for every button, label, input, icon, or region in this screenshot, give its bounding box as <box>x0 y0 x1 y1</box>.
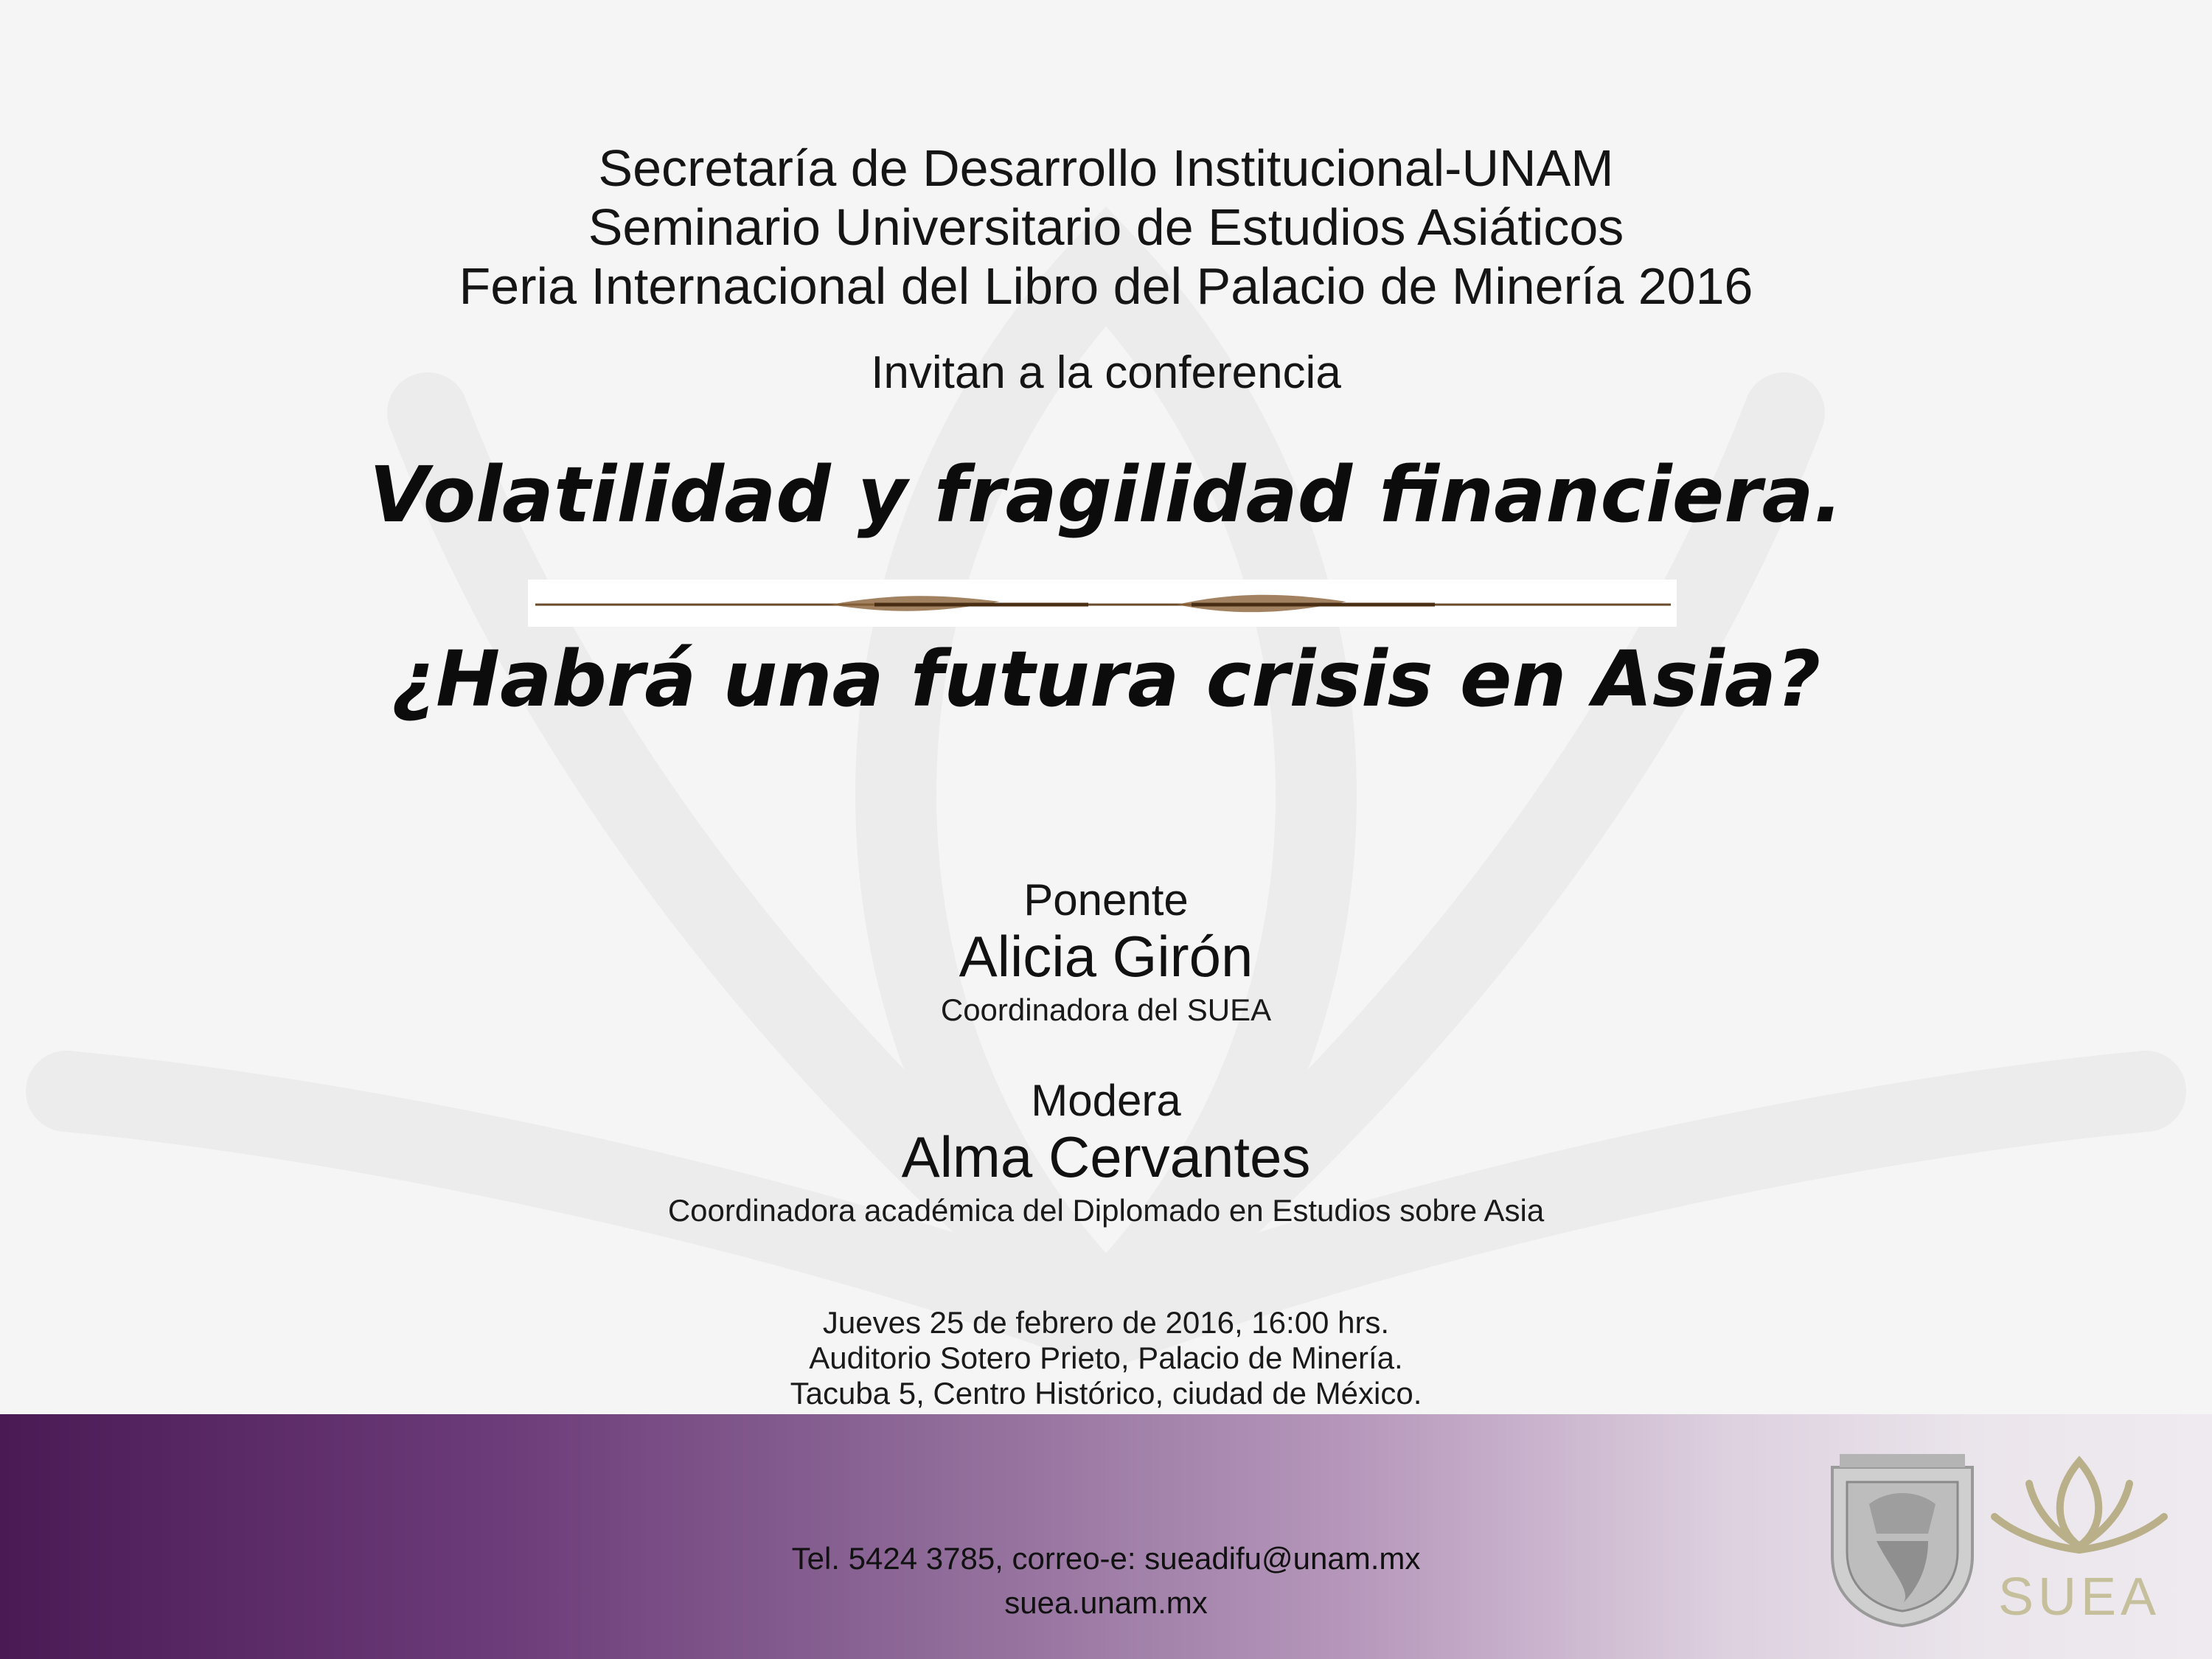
unam-seal-icon <box>1818 1445 1987 1630</box>
moderator-name: Alma Cervantes <box>901 1124 1311 1189</box>
speaker-affiliation: Coordinadora del SUEA <box>940 992 1272 1027</box>
event-date: Jueves 25 de febrero de 2016, 16:00 hrs. <box>822 1305 1390 1340</box>
organizer-line-3: Feria Internacional del Libro del Palacio de Minería 2016 <box>459 257 1753 315</box>
decorative-divider <box>528 580 1677 627</box>
contact-website: suea.unam.mx <box>1004 1585 1208 1620</box>
contact-phone-email: Tel. 5424 3785, correo-e: sueadifu@unam.mx <box>791 1541 1421 1576</box>
conference-subtitle: ¿Habrá una futura crisis en Asia? <box>391 634 1821 724</box>
speaker-role: Ponente <box>1023 875 1189 925</box>
moderator-role: Modera <box>1031 1076 1181 1125</box>
suea-logo-text: SUEA <box>1997 1568 2161 1627</box>
event-venue: Auditorio Sotero Prieto, Palacio de Minería. <box>809 1340 1403 1375</box>
invite-text: Invitan a la conferencia <box>871 347 1341 398</box>
feather-divider-icon <box>528 580 1677 627</box>
organizer-line-2: Seminario Universitario de Estudios Asiáticos <box>588 198 1624 256</box>
event-address: Tacuba 5, Centro Histórico, ciudad de México. <box>790 1376 1422 1411</box>
speaker-name: Alicia Girón <box>959 924 1253 989</box>
suea-logo-icon <box>1983 1447 2175 1631</box>
organizer-line-1: Secretaría de Desarrollo Institucional-UNAM <box>598 139 1614 197</box>
moderator-affiliation: Coordinadora académica del Diplomado en Estudios sobre Asia <box>667 1193 1545 1228</box>
conference-title: Volatilidad y fragilidad financiera. <box>369 450 1843 540</box>
